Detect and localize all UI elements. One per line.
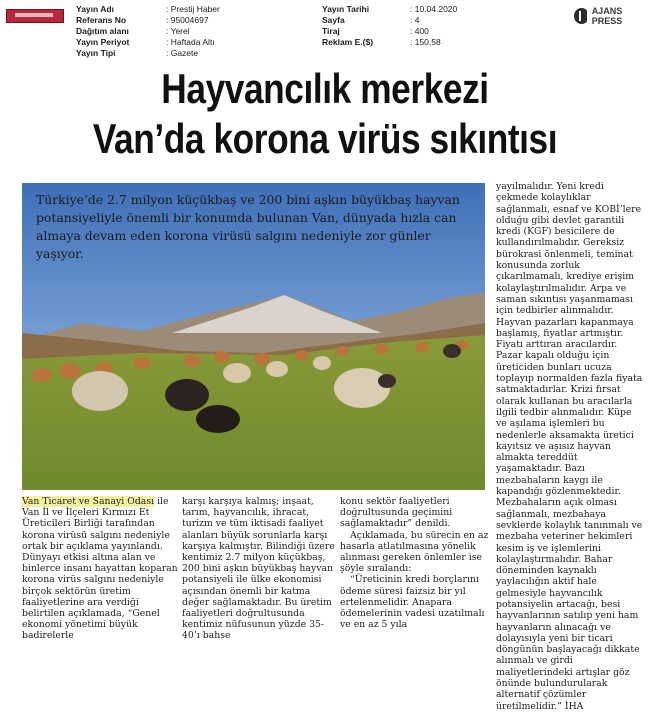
meta-label: Yayın Adı [76, 4, 114, 14]
paragraph: konu sektör faaliyetleri doğrultusunda geçimini sağlamaktadır” denildi. [340, 496, 453, 530]
meta-row [76, 15, 220, 26]
headline-line-2: Van’da korona virüs sıkıntısı [92, 115, 558, 162]
meta-label: Dağıtım alanı [76, 26, 129, 36]
meta-row [322, 26, 457, 37]
paragraph: “Üreticinin kredi borçlarını ödeme süresi faizsiz bir yıl ertelenmelidir. Anapara ödemelerinin vadesi uzatılmalı ve en az 5 yıla [340, 574, 485, 631]
meta-label: Sayfa [322, 15, 345, 25]
body-text: ile Van İl ve İlçeleri Kırmızı Et Üreticileri Birliği tarafından korona virüsü salgını nedeniyle ortak bir açıklama yayınlandı. Dünyayı etkisi altına alan ve binlerce insanı hayattan koparan korona virüs salgını nedeniyle birçok sektörün üretim faaliyetlerine ara verdiği belirtilen açıklamada, “Genel ekonomi yönetimi büyük badirelerle [22, 496, 178, 642]
meta-label: Yayın Tarihi [322, 4, 370, 14]
meta-label: Yayın Tipi [76, 48, 116, 58]
ajans-press-icon [574, 8, 589, 24]
paragraph: Açıklamada, bu sürecin en az hasarla atlatılmasına yönelik alınması gereken önlemler ise şöyle sıralandı: [340, 529, 489, 575]
meta-value: : 150,58 [410, 37, 441, 47]
body-column-4 [496, 181, 644, 712]
meta-label: Referans No [76, 15, 127, 25]
meta-label: Tiraj [322, 26, 340, 36]
meta-row [76, 48, 220, 59]
meta-value: : 95004697 [166, 15, 209, 25]
meta-left [76, 4, 220, 59]
meta-value: : 10.04.2020 [410, 4, 458, 14]
meta-row [76, 4, 220, 15]
meta-label: Yayın Periyot [76, 37, 130, 47]
meta-value: : Gazete [166, 48, 199, 58]
headline [52, 64, 598, 164]
meta-value: : Yerel [166, 26, 190, 36]
publication-logo [6, 9, 64, 23]
body-column-3 [340, 496, 496, 630]
meta-value: : 400 [410, 26, 429, 36]
body-text: yayılmalıdır. Yeni kredi çekmede kolaylıklar sağlanmalı, esnaf ve KOBİ’lere olduğu gibi devlet garantili kredi (KGF) besicilere de kullandırılmalıdır. Gereksiz bürokrasi önlenmeli, teminat konusunda zorluk çıkarılmamalı, krediye erişim kolaylaştırılmalıdır. Arpa ve saman sıkıntısı yaşanmaması için tedbirler alınmalıdır. Hayvan pazarları kapanmaya başlamış, fiyatlar artmıştır. Fiyatı arttıran aracılardır. Pazar kapalı olduğu için üreticiden bunları ucuza toplayıp normalden fazla fiyata satmaktadırlar. Krizi fırsat olarak kullanan bu aracılarla ilgili tedbir alınmalıdır. Küpe ve aşılama işlemleri bu nedenlerle aksamakta üretici kayıtsız ve aşısız hayvan almakta tereddüt yaşamaktadır. Bazı mezbahaların kaygı ile kapandığı gözlenmektedir. Mezbahaların açık olması sağlanmalı, mezbahaya sevklerde kolaylık tanınmalı ve mezbaha veteriner hekimleri kesim iş ve işlemlerini kolaylaştırmalıdır. Bahar döneminden kaynaklı yaylacılığın aktif hale gelmesiyle hayvancılık potansiyelin artacağı, besi hayvanlarının satılıp yeni ham hayvanların alınacağı ve dolayısıyla yeni bir ticari döngünün başlayacağı dikkate alınmalı ve girdi maliyetlerindeki artışlar göz önünde bulundurularak alternatif çözümler üretilmelidir.” İHA [496, 181, 643, 712]
ajans-press-text: AJANS PRESS [591, 6, 623, 26]
highlighted-text: Van Ticaret ve Sanayi Odası [22, 496, 155, 507]
lead-paragraph: Türkiye’de 2.7 milyon küçükbaş ve 200 bini aşkın büyükbaş hayvan potansiyeliyle önemli bir konumda bulunan Van, dünyada hızla can almaya devam eden korona virüsü salgını nedeniyle zor günler yaşıyor. [36, 192, 460, 261]
body-column-1 [22, 496, 178, 642]
meta-value: : Prestij Haber [166, 4, 220, 14]
meta-row [76, 37, 220, 48]
meta-value: : 4 [410, 15, 420, 25]
meta-row [322, 37, 457, 48]
meta-row [322, 15, 457, 26]
headline-line-1: Hayvancılık merkezi [161, 65, 489, 112]
body-column-2 [182, 496, 338, 642]
meta-row [322, 4, 457, 15]
meta-label: Reklam E.($) [322, 37, 374, 47]
meta-right [322, 4, 457, 48]
meta-row [76, 26, 220, 37]
body-text: karşı karşıya kalmış; inşaat, tarım, hayvancılık, ihracat, turizm ve tüm iktisadi faaliyet alanları büyük sorunlarla karşı karşıya kalmıştır. Bilindiği üzere kentimiz 2.7 milyon küçükbaş, 200 bini aşkın büyükbaş hayvan potansiyeli ile ülke ekonomisi açısından önemli bir katma değer sağlamaktadır. Bu üretim faaliyetleri doğrultusunda kentimiz nüfusunun yüzde 35-40’ı bahse [182, 496, 335, 642]
ajans-press-logo [574, 6, 650, 26]
meta-value: : Haftada Altı [166, 37, 215, 47]
